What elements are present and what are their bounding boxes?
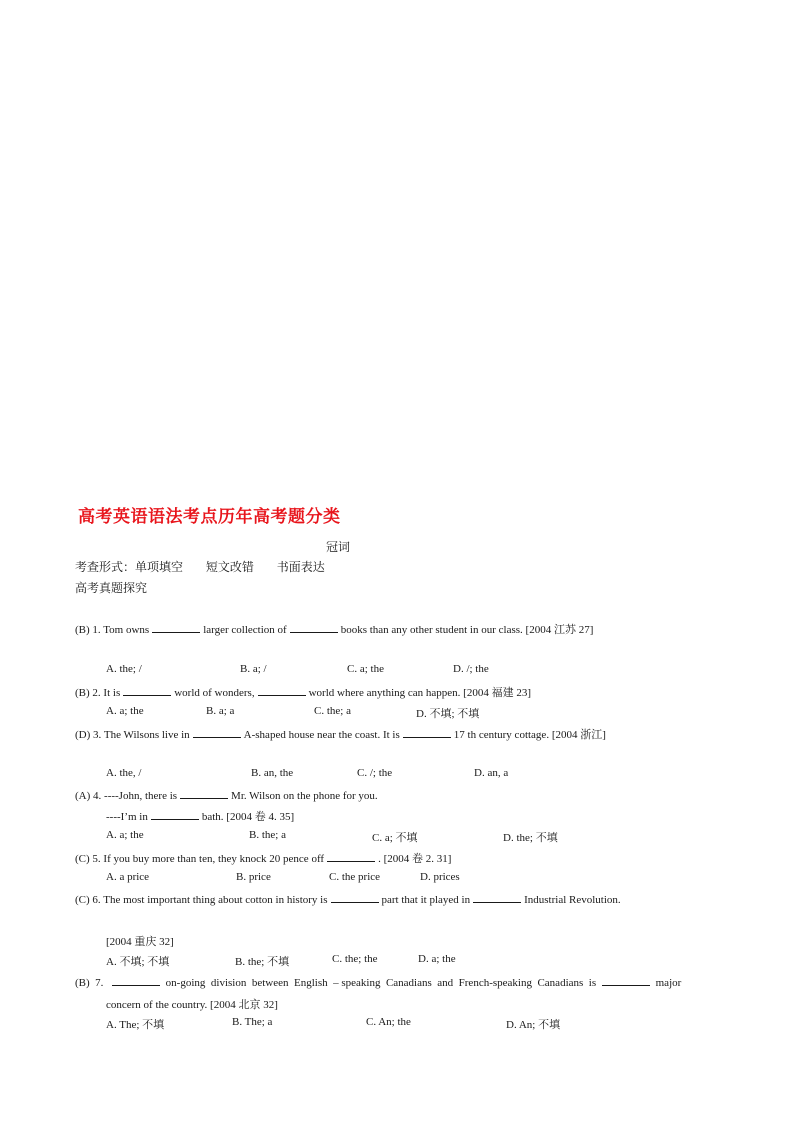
option-c[interactable]: C. the; the [332, 953, 378, 965]
option-c[interactable]: C. a; 不填 [372, 832, 418, 844]
option-a[interactable]: A. The; 不填 [106, 1019, 165, 1031]
answer-blank[interactable] [327, 851, 375, 862]
option-b[interactable]: B. price [236, 871, 271, 883]
question-6: (C) 6. The most important thing about cotton in history is part that it played in Industrial Revolution. [75, 894, 621, 906]
page-title: 高考英语语法考点历年高考题分类 [78, 507, 341, 527]
answer-blank[interactable] [123, 685, 171, 696]
option-d[interactable]: D. a; the [418, 953, 456, 965]
option-a[interactable]: A. the; / [106, 663, 142, 675]
answer-blank[interactable] [403, 727, 451, 738]
option-d[interactable]: D. the; 不填 [503, 832, 558, 844]
option-d[interactable]: D. an, a [474, 767, 509, 779]
question-forms: 考查形式：单项填空 短文改错 书面表达 [75, 560, 325, 574]
question-6-source: [2004 重庆 32] [106, 936, 174, 948]
option-b[interactable]: B. a; a [206, 705, 235, 717]
option-c[interactable]: C. the; a [314, 705, 351, 717]
question-3: (D) 3. The Wilsons live in A-shaped house near the coast. It is 17 th century cottage. [2004 浙江] [75, 729, 606, 741]
option-b[interactable]: B. the; 不填 [235, 956, 290, 968]
option-a[interactable]: A. 不填; 不填 [106, 956, 170, 968]
answer-blank[interactable] [331, 892, 379, 903]
answer-blank[interactable] [152, 622, 200, 633]
option-d[interactable]: D. prices [420, 871, 460, 883]
option-c[interactable]: C. the price [329, 871, 381, 883]
option-b[interactable]: B. The; a [232, 1016, 273, 1028]
answer-blank[interactable] [180, 788, 228, 799]
question-5: (C) 5. If you buy more than ten, they knock 20 pence off . [2004 卷 2. 31] [75, 853, 452, 865]
option-c[interactable]: C. a; the [347, 663, 384, 675]
question-4: (A) 4. ----John, there is Mr. Wilson on the phone for you. [75, 790, 378, 802]
option-b[interactable]: B. a; / [240, 663, 267, 675]
question-1: (B) 1. Tom owns larger collection of books than any other student in our class. [2004 江苏 27] [75, 624, 594, 636]
answer-blank[interactable] [473, 892, 521, 903]
option-c[interactable]: C. /; the [357, 767, 393, 779]
option-d[interactable]: D. An; 不填 [506, 1019, 561, 1031]
option-a[interactable]: A. a; the [106, 829, 144, 841]
answer-blank[interactable] [290, 622, 338, 633]
answer-blank[interactable] [602, 975, 650, 986]
option-b[interactable]: B. the; a [249, 829, 286, 841]
answer-blank[interactable] [193, 727, 241, 738]
question-2: (B) 2. It is world of wonders, world where anything can happen. [2004 福建 23] [75, 687, 531, 699]
answer-blank[interactable] [258, 685, 306, 696]
question-7-line-2: concern of the country. [2004 北京 32] [106, 999, 278, 1011]
answer-blank[interactable] [151, 809, 199, 820]
section-heading: 高考真题探究 [75, 581, 148, 595]
option-d[interactable]: D. 不填; 不填 [416, 708, 480, 720]
option-d[interactable]: D. /; the [453, 663, 489, 675]
answer-blank[interactable] [112, 975, 160, 986]
option-c[interactable]: C. An; the [366, 1016, 411, 1028]
question-4-line-2: ----I’m in bath. [2004 卷 4. 35] [106, 811, 295, 823]
option-b[interactable]: B. an, the [251, 767, 294, 779]
question-7: (B) 7. on-going division between English – speaking Canadians and French-speaking Canadians is major [75, 977, 682, 989]
option-a[interactable]: A. a; the [106, 705, 144, 717]
option-a[interactable]: A. the, / [106, 767, 142, 779]
option-a[interactable]: A. a price [106, 871, 150, 883]
topic-subtitle: 冠词 [326, 540, 351, 554]
